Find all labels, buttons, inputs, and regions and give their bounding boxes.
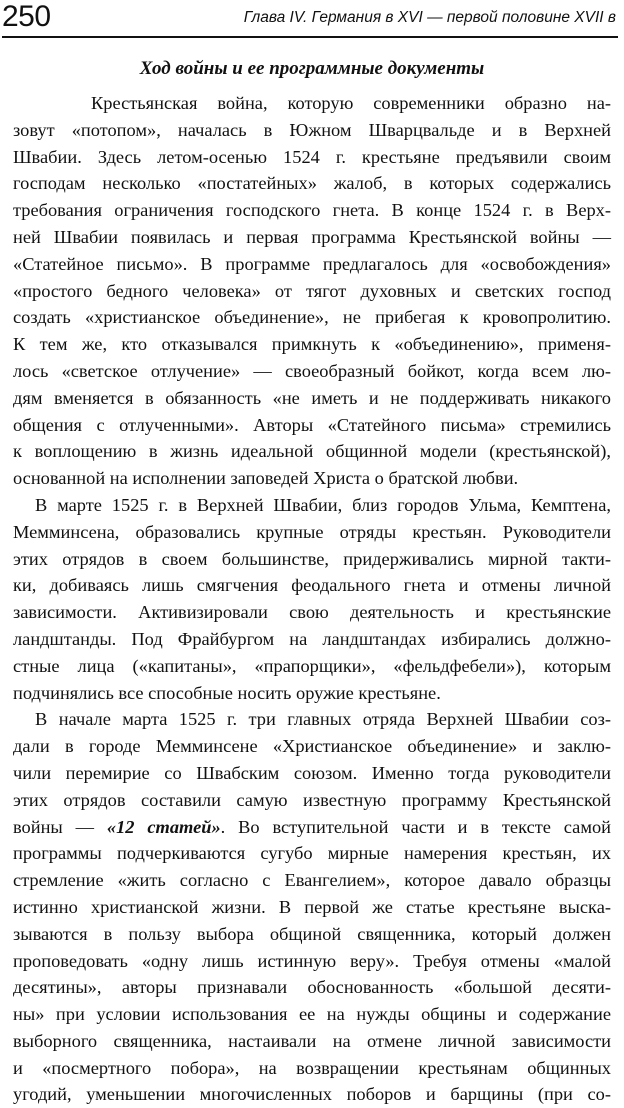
text-line: общения с отлученными». Авторы «Статейного письма» стремились xyxy=(13,414,611,435)
running-head: Глава IV. Германия в XVI — первой половине XVII в xyxy=(243,9,616,26)
text-line: лось «светское отлучение» — своеобразный бойкот, когда всем лю- xyxy=(13,360,611,381)
text-line: стные лица («капитаны», «прапорщики», «фельдфебели»), которым xyxy=(13,655,611,676)
text-line: подчинялись все способные носить оружие крестьяне. xyxy=(13,682,441,703)
text-line: основанной на исполнении заповедей Христа о братской любви. xyxy=(13,468,519,489)
text-line: ки, добиваясь лишь смягчения феодального гнета и отмены личной xyxy=(13,575,611,596)
text-line: Мемминсена, образовались крупные отряды крестьян. Руководители xyxy=(13,521,611,542)
text-fragment: . Во вступительной части и в тексте самой xyxy=(220,816,612,837)
text-line: угодий, уменьшении многочисленных поборов и барщины (при со- xyxy=(13,1084,611,1105)
text-line: господам несколько «постатейных» жалоб, в которых содержались xyxy=(13,173,611,194)
text-line: ландштанды. Под Фрайбургом на ландштандах избирались должно- xyxy=(13,628,611,649)
text-line: Крестьянская война, которую современники образно на- xyxy=(91,93,611,113)
program-name: «12 статей» xyxy=(106,816,221,837)
text-line: дям вменяется в обязанность «не иметь и не поддерживать никакого xyxy=(13,387,611,408)
text-line: требования ограничения господского гнета. В конце 1524 г. в Верх- xyxy=(13,200,611,221)
text-fragment: войны — xyxy=(13,816,107,837)
text-line: ны» при условии использования ее на нужды общины и содержание xyxy=(13,1004,611,1025)
body-text xyxy=(13,90,611,1108)
text-line: десятины», авторы признавали обоснованность «большой десяти- xyxy=(13,977,611,998)
text-line: чили перемирие со Швабским союзом. Именно тогда руководители xyxy=(13,762,611,783)
page-number: 250 xyxy=(2,0,51,33)
text-line: К тем же, кто отказывался примкнуть к «объединению», применя- xyxy=(13,334,611,355)
text-line: «простого бедного человека» от тягот духовных и светских господ xyxy=(13,280,611,301)
text-line: этих отрядов составили самую известную программу Крестьянской xyxy=(13,789,611,810)
text-line: зависимости. Активизировали свою деятельность и крестьянские xyxy=(13,602,611,623)
text-line: к воплощению в жизнь идеальной общинной модели (крестьянской), xyxy=(13,441,611,462)
page-header xyxy=(2,0,620,34)
text-line: зываются в пользу выбора общиной священника, который должен xyxy=(13,923,611,944)
text-line: проповедовать «одну лишь истинную веру». Требуя отмены «малой xyxy=(13,950,611,971)
text-line: создать «христианское объединение», не прибегая к кровопролитию. xyxy=(13,307,611,328)
text-line: программы подчеркиваются сугубо мирные намерения крестьян, их xyxy=(13,843,611,864)
text-line: зовут «потопом», началась в Южном Шварцвальде и в Верхней xyxy=(13,119,611,140)
text-line: дали в городе Мемминсене «Христианское объединение» и заклю- xyxy=(13,736,611,757)
text-line: В начале марта 1525 г. три главных отряда Верхней Швабии соз- xyxy=(35,709,611,730)
text-line-program xyxy=(13,814,611,841)
text-line: В марте 1525 г. в Верхней Швабии, близ городов Ульма, Кемптена, xyxy=(35,494,611,515)
text-line: истинно христианской жизни. В первой же статье крестьяне выска- xyxy=(13,896,611,917)
text-line: «Статейное письмо». В программе предлагалось для «освобождения» xyxy=(13,253,611,274)
section-title: Ход войны и ее программные документы xyxy=(139,58,485,79)
text-line: стремление «жить согласно с Евангелием», которое давало образцы xyxy=(13,870,611,891)
text-line: и «посмертного побора», на возвращении крестьянам общинных xyxy=(13,1057,611,1078)
text-line: этих отрядов в своем большинстве, придерживались мирной такти- xyxy=(13,548,611,569)
header-rule xyxy=(2,36,618,38)
text-line: Швабии. Здесь летом-осенью 1524 г. крестьяне предъявили своим xyxy=(13,146,611,167)
text-line: ней Швабии появилась и первая программа Крестьянской войны — xyxy=(13,226,611,247)
text-line: выборного священника, настаивали на отмене личной зависимости xyxy=(13,1030,611,1051)
